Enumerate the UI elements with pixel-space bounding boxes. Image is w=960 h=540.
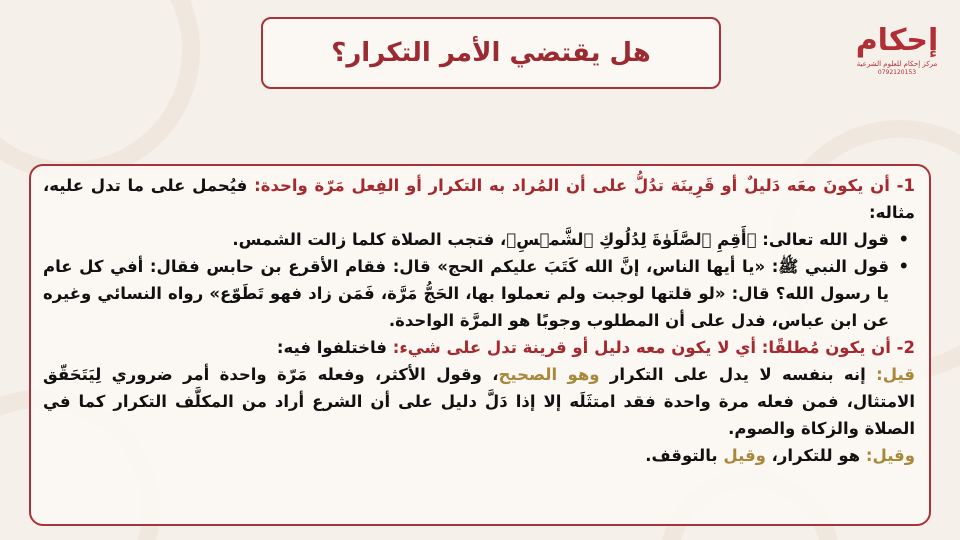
opinion-1-part1: إنه بنفسه لا يدل على التكرار: [609, 365, 866, 384]
bullet-item: [43, 226, 915, 253]
slide-title-box: [261, 17, 721, 89]
section-1-rest: فيُحمل على ما تدل عليه، مثاله:: [43, 176, 915, 222]
bullet-icon: •: [898, 230, 909, 249]
bullet-lead: قول الله تعالى:: [762, 230, 889, 249]
bullet-lead: قول النبي ﷺ:: [771, 257, 890, 276]
opinion-2-label-2: وقيل: [723, 446, 766, 465]
section-1-number: 1-: [896, 176, 915, 195]
opinion-1: [43, 361, 915, 442]
section-2: [43, 334, 915, 361]
opinion-2: [43, 442, 915, 469]
section-1-heading: أن يكونَ معَه دَليلٌ أو قَرِينَة تدُلُّ على أن المُراد به التكرار أو الفِعل مَرّة واحدة:: [254, 176, 890, 195]
opinion-1-highlight: وهو الصحيح: [498, 365, 600, 384]
bullet-text: «يا أيها الناس، إنَّ الله كَتَبَ عليكم الحج» قال: فقام الأقرع بن حابس فقال: أفي كل عام يا رسول الله؟ قال: «لو قلتها لوجبت ولم تعملوا بها، الحَجُّ مَرَّة، فَمَن زاد فهو تَطَوّع» رواه النسائي وغيره عن ابن عباس، فدل على أن المطلوب وجوبًا هو المرَّة الواحدة.: [43, 257, 889, 330]
section-2-number: 2-: [896, 338, 915, 357]
bullet-icon: •: [898, 257, 909, 276]
logo-number: 0792120153: [877, 69, 917, 76]
opinion-2-text-2: بالتوقف.: [645, 446, 718, 465]
section-2-heading: أن يكون مُطلقًا: أي لا يكون معه دليل أو قرينة تدل على شيء:: [392, 338, 891, 357]
slide-title: هل يقتضي الأمر التكرار؟: [331, 38, 651, 68]
opinion-2-label-1: وقيل:: [865, 446, 915, 465]
bullet-text: ﴿أَقِمِ ٱلصَّلَوٰةَ لِدُلُوكِ ٱلشَّمۡسِ﴾، فتجب الصلاة كلما زالت الشمس.: [232, 230, 757, 249]
section-2-rest: فاختلفوا فيه:: [276, 338, 387, 357]
logo-subtitle: مركز إحكام للعلوم الشرعية: [856, 60, 938, 68]
opinion-1-part2: ، وقول الأكثر، وفعله مَرّة واحدة أمر ضروري لِيَتَحَقّق الامتثال، فمن فعله مرة واحدة فقد امتثَلَه إلا إذا دَلَّ دليل على أن الشرع أراد من المكلَّف التكرار كما في الصلاة والزكاة والصوم.: [43, 365, 915, 438]
background-ornament: [0, 0, 200, 180]
content-box: [29, 164, 931, 526]
section-1: [43, 172, 915, 226]
opinion-1-label: قيل:: [876, 365, 915, 384]
opinion-2-text-1: هو للتكرار،: [771, 446, 861, 465]
logo-mark: إحكام: [855, 23, 939, 58]
logo: [855, 23, 939, 90]
bullet-item: [43, 253, 915, 334]
